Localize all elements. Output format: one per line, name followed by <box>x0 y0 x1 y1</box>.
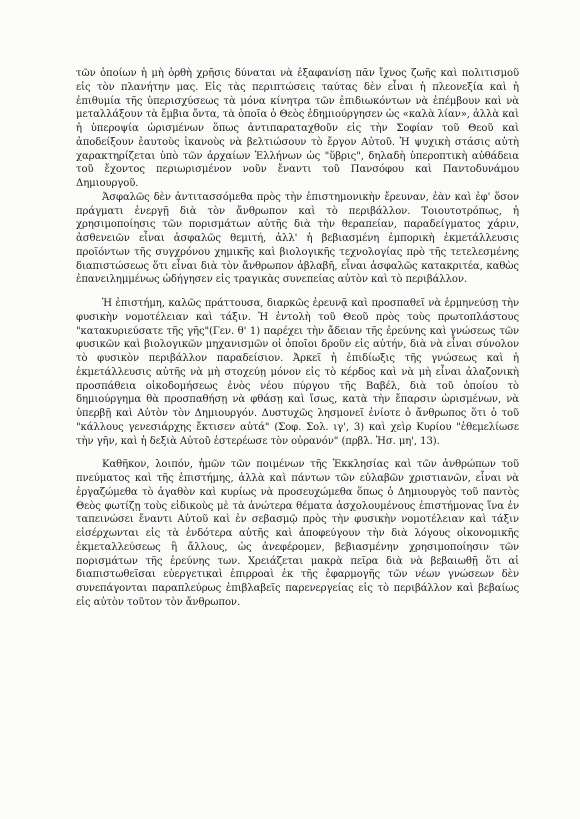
paragraph-3: Ἡ ἐπιστήμη, καλῶς πράττουσα, διαρκῶς ἐρευνᾷ καὶ προσπαθεῖ νὰ ἑρμηνεύσῃ τὴν φυσικὴν νομοτέλειαν καὶ τάξιν. Ἡ ἐντολὴ τοῦ Θεοῦ πρὸς τοὺς πρωτοπλάστους "κατακυριεύσατε τῆς γῆς"(Γεν. θ' 1) παρέχει τὴν ἄδειαν τῆς ἐρεύνης καὶ γνώσεως τῶν φυσικῶν καὶ βιολογικῶν μηχανισμῶν οἱ ὁποῖοι δροῦν εἰς αὐτήν, διὰ νὰ εἶναι σύνολον τὸ φυσικὸν περιβάλλον παραδείσιον. Ἀρκεῖ ἡ ἐπιδίωξις τῆς γνώσεως καὶ ἡ ἐκμετάλλευσις αὐτῆς νὰ μὴ στοχεύῃ μόνον εἰς τὸ κέρδος καὶ νὰ μὴ εἶναι ἀλαζονικὴ προσπάθεια οἰκοδομήσεως ἑνὸς νέου πύργου τῆς Βαβέλ, διὰ τοῦ ὁποίου τὸ δημιούργημα θὰ προσπαθήσῃ νὰ φθάσῃ καὶ ἴσως, κατὰ τὴν ἔπαρσιν ὡρισμένων, νὰ ὑπερβῇ καὶ Αὐτὸν τὸν Δημιουργόν. Δυστυχῶς λησμονεῖ ἐνίοτε ὁ ἄνθρωπος ὅτι ὁ τοῦ "κάλλους γενεσιάρχης ἔκτισεν αὐτά" (Σοφ. Σολ. ιγ', 3) καὶ χεὶρ Κυρίου "ἐθεμελίωσε τὴν γῆν, καὶ ἡ δεξιὰ Αὐτοῦ ἐστερέωσε τὸν οὐρανόν" (πρβλ. Ἡσ. μη', 13). <box>76 298 519 447</box>
paragraph-4: Καθῆκον, λοιπόν, ἡμῶν τῶν ποιμένων τῆς Ἐκκλησίας καὶ τῶν ἀνθρώπων τοῦ πνεύματος καὶ τῆς ἐπιστήμης, ἀλλὰ καὶ πάντων τῶν εὐλαβῶν χριστιανῶν, εἶναι νὰ ἐργαζώμεθα τὸ ἀγαθὸν καὶ κυρίως νὰ προσευχώμεθα ὅπως ὁ Δημιουργὸς τοῦ παντὸς Θεὸς φωτίζῃ τοὺς εἰδικοὺς μὲ τὰ ἀνώτερα θέματα ἀσχολουμένους ἐπιστήμονας ἵνα ἐν ταπεινώσει ἔναντι Αὐτοῦ καὶ ἐν σεβασμῷ πρὸς τὴν φυσικὴν νομοτέλειαν καὶ τάξιν εἰσέρχωνται εἰς τὰ ἐνδότερα αὐτῆς καὶ ἀποφεύγουν τὴν διὰ λόγους οἰκονομικῆς ἐκμεταλλεύσεως ἢ ἄλλους, ὡς ἀνεφέρομεν, βεβιασμένην χρησιμοποίησιν τῶν πορισμάτων τῆς ἐρεύνης των. Χρειάζεται μακρὰ πεῖρα διὰ νὰ βεβαιωθῇ ὅτι αἱ διαπιστωθεῖσαι εὐεργετικαὶ ἐπιρροαὶ ἐκ τῆς ἐφαρμογῆς τῶν νέων γνώσεων δὲν συνεπάγονται παραπλεύρως ἐπιβλαβεῖς παρενεργείας εἰς τὸ περιβάλλον καὶ βεβαίως εἰς αὐτὸν τοῦτον τὸν ἄνθρωπον. <box>76 459 519 608</box>
paragraph-1: τῶν ὁποίων ἡ μὴ ὀρθὴ χρῆσις δύναται νὰ ἐξαφανίσῃ πᾶν ἴχνος ζωῆς καὶ πολιτισμοῦ εἰς τὸν πλανήτην μας. Εἰς τὰς περιπτώσεις ταύτας δὲν εἶναι ἡ πλεονεξία καὶ ἡ ἐπιθυμία τῆς ὑπερισχύσεως τὰ μόνα κίνητρα τῶν ἐπιδιωκόντων νὰ ἐπέμβουν καὶ νὰ μεταλλάξουν τὰ ἔμβια ὄντα, τὰ ὁποῖα ὁ Θεὸς ἐδημιούργησεν ὡς «καλὰ λίαν», ἀλλὰ καὶ ἡ ὑπεροψία ὡρισμένων ὅπως ἀντιπαραταχθοῦν εἰς τὴν Σοφίαν τοῦ Θεοῦ καὶ ἀποδείξουν ἑαυτοὺς ἱκανοὺς νὰ βελτιώσουν τὸ ἔργον Αὐτοῦ. Ἡ ψυχικὴ στάσις αὐτὴ χαρακτηρίζεται ὑπὸ τῶν ἀρχαίων Ἑλλήνων ὡς "ὕβρις", δηλαδὴ ὑπεροπτικὴ αὐθάδεια τοῦ ἔχοντος περιωρισμένον νοῦν ἔναντι τοῦ Πανσόφου καὶ Παντοδυνάμου Δημιουργοῦ. <box>76 68 519 189</box>
paragraph-2: Ἀσφαλῶς δὲν ἀντιτασσόμεθα πρὸς τὴν ἐπιστημονικὴν ἔρευναν, ἐὰν καὶ ἐφ' ὅσον πράγματι ἐνεργῇ διὰ τὸν ἄνθρωπον καὶ τὸ περιβάλλον. Τοιουτοτρόπως, ἡ χρησιμοποίησις τῶν πορισμάτων αὐτῆς διὰ τὴν θεραπείαν, παραδείγματος χάριν, ἀσθενειῶν εἶναι ἀσφαλῶς θεμιτή, ἀλλ' ἡ βεβιασμένη ἐμπορικὴ ἐκμετάλλευσις προϊόντων τῆς συγχρόνου χημικῆς καὶ βιολογικῆς τεχνολογίας πρὸ τῆς τετελεσμένης διαπιστώσεως ὅτι εἶναι διὰ τὸν ἄνθρωπον ἀβλαβῆ, εἶναι ἀσφαλῶς κατακριτέα, καθὼς ἐπανειλημμένως ὡδήγησεν εἰς τραγικὰς συνεπείας αὐτὸν καὶ τὸ περιβάλλον. <box>76 191 519 286</box>
document-body <box>76 67 519 610</box>
